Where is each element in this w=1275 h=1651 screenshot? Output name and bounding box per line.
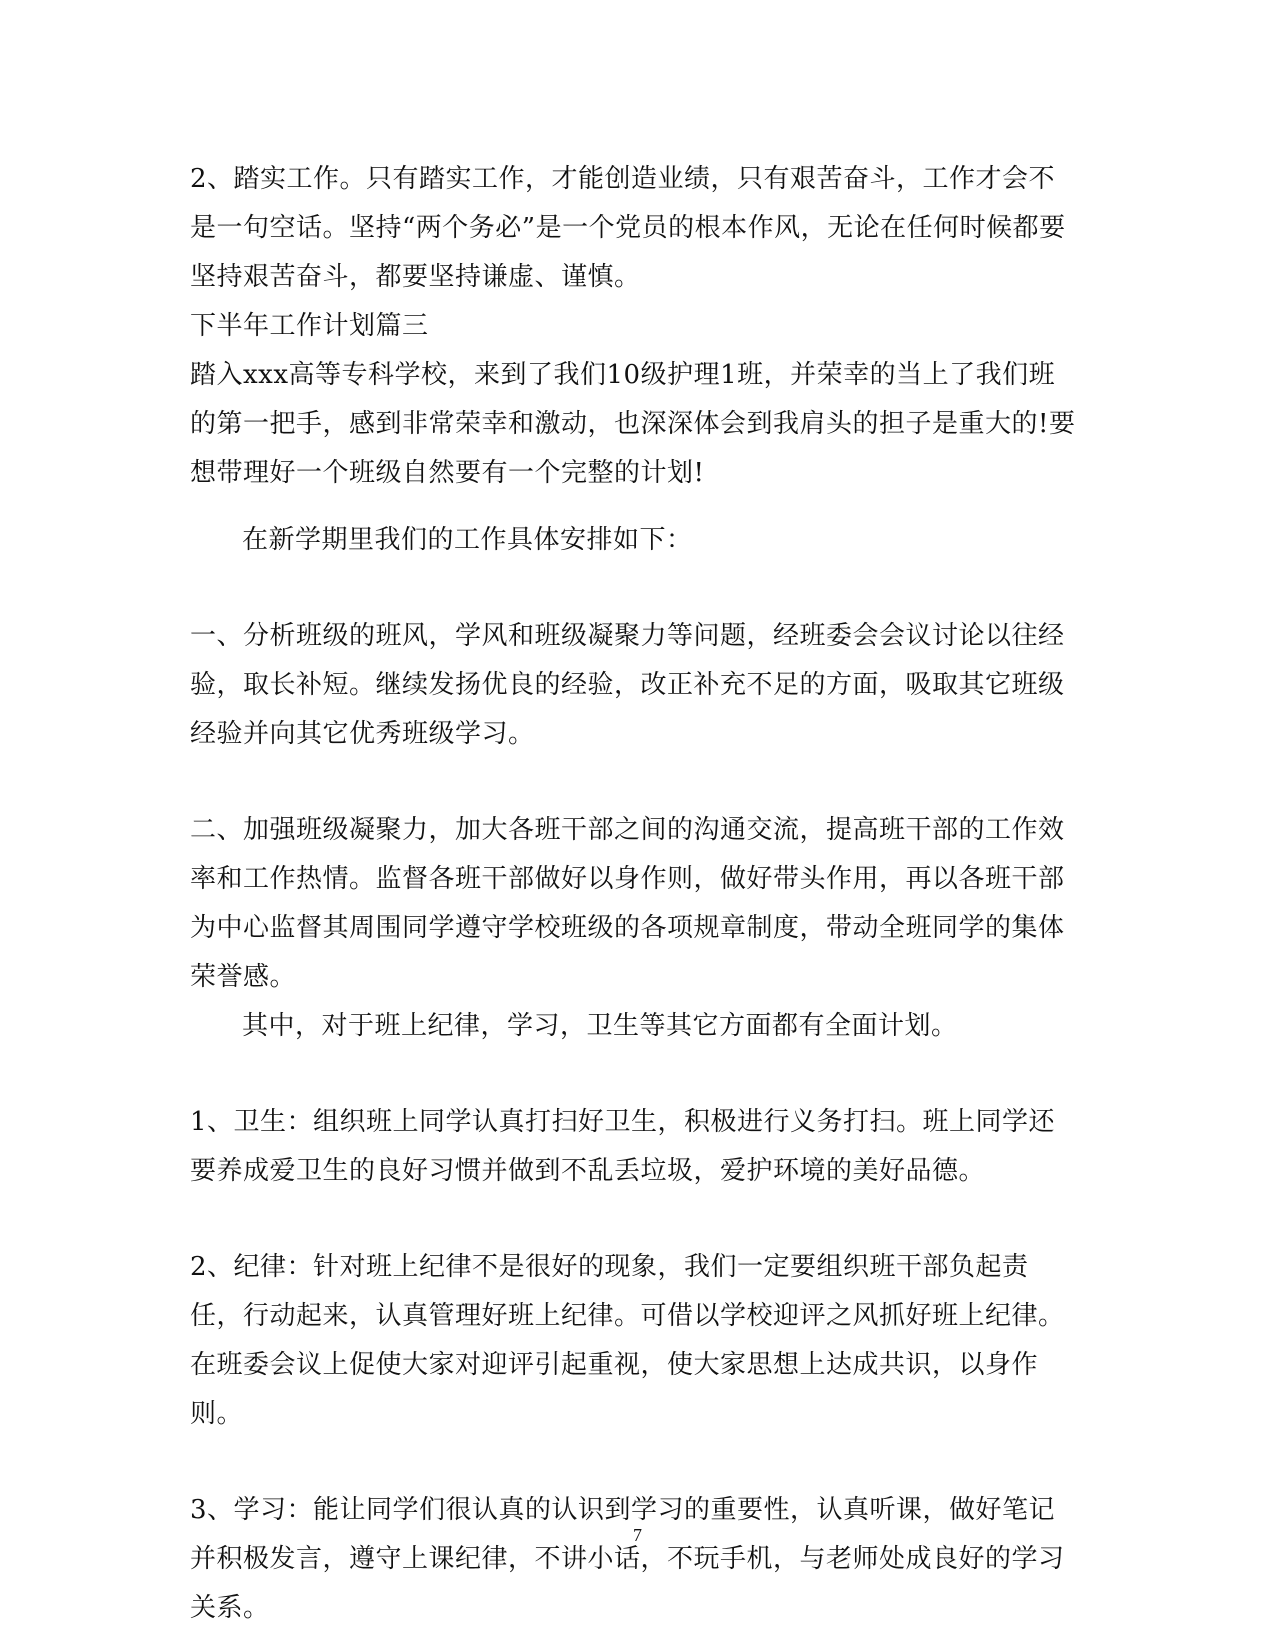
paragraph-hygiene: 1、卫生：组织班上同学认真打扫好卫生，积极进行义务打扫。班上同学还要养成爱卫生的良好习惯并做到不乱丢垃圾，爱护环境的美好品德。 <box>190 1107 1056 1186</box>
spacer <box>190 759 1080 806</box>
spacer <box>190 498 1080 516</box>
paragraph-point-one: 一、分析班级的班风，学风和班级凝聚力等问题，经班委会会议讨论以往经验，取长补短。继续发扬优良的经验，改正补充不足的方面，吸取其它班级经验并向其它优秀班级学习。 <box>190 621 1065 749</box>
paragraph-work-diligently: 2、踏实工作。只有踏实工作，才能创造业绩，只有艰苦奋斗，工作才会不是一句空话。坚持“两个务必”是一个党员的根本作风，无论在任何时候都要坚持艰苦奋斗，都要坚持谦虚、谨慎。 <box>190 164 1066 292</box>
paragraph-point-two: 二、加强班级凝聚力，加大各班干部之间的沟通交流，提高班干部的工作效率和工作热情。监督各班干部做好以身作则，做好带头作用，再以各班干部为中心监督其周围同学遵守学校班级的各项规章制度，带动全班同学的集体荣誉感。 <box>190 815 1065 992</box>
paragraph-arrangement-intro: 在新学期里我们的工作具体安排如下： <box>242 525 693 555</box>
paragraph-overall-plan: 其中，对于班上纪律，学习，卫生等其它方面都有全面计划。 <box>242 1011 958 1041</box>
document-body <box>190 155 1080 1633</box>
paragraph-discipline: 2、纪律：针对班上纪律不是很好的现象，我们一定要组织班干部负起责任，行动起来，认真管理好班上纪律。可借以学校迎评之风抓好班上纪律。在班委会议上促使大家对迎评引起重视，使大家思想上达成共识，以身作则。 <box>190 1252 1065 1429</box>
page-number: 7 <box>633 1525 642 1545</box>
spacer <box>190 1196 1080 1243</box>
paragraph-study: 3、学习：能让同学们很认真的认识到学习的重要性，认真听课，做好笔记并积极发言，遵守上课纪律，不讲小话，不玩手机，与老师处成良好的学习关系。 <box>190 1495 1065 1623</box>
paragraph-introduction: 踏入xxx高等专科学校，来到了我们10级护理1班，并荣幸的当上了我们班的第一把手，感到非常荣幸和激动，也深深体会到我肩头的担子是重大的!要想带理好一个班级自然要有一个完整的计划! <box>190 360 1076 488</box>
section-heading: 下半年工作计划篇三 <box>190 311 429 341</box>
spacer <box>190 1439 1080 1486</box>
spacer <box>190 565 1080 612</box>
spacer <box>190 1051 1080 1098</box>
